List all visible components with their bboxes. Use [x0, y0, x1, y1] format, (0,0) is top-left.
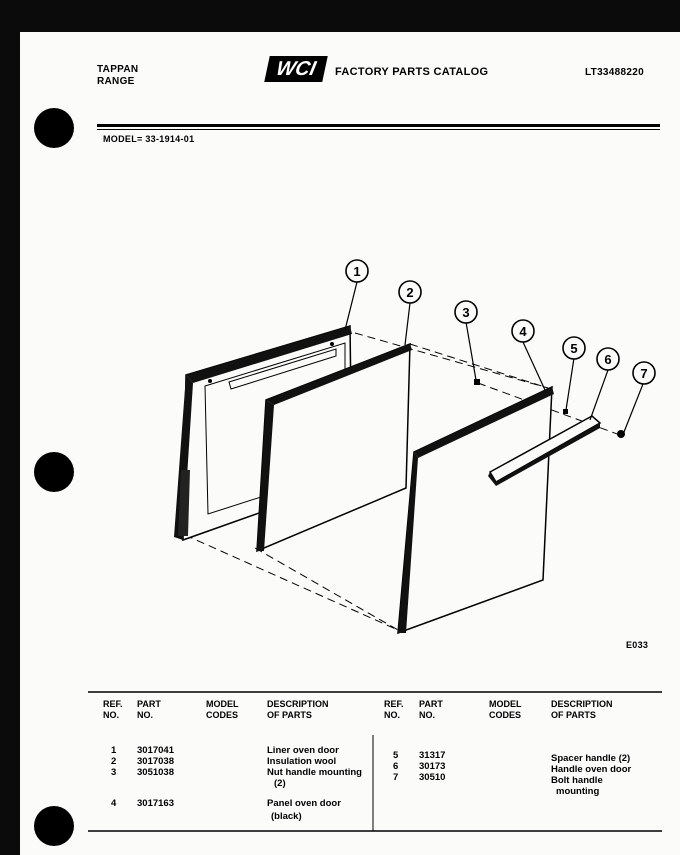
table-row-desc-cont: (black): [271, 811, 302, 822]
callout-6: [597, 348, 619, 370]
callout-1: [346, 260, 368, 282]
table-row-ref: 4: [111, 798, 117, 809]
header-of-parts: OF PARTS: [267, 710, 312, 720]
header-part: PART: [419, 699, 443, 709]
drawing-code: E033: [626, 640, 649, 650]
catalog-code: LT33488220: [585, 67, 644, 78]
table-row-part: 3051038: [137, 767, 174, 778]
table-row-desc: Panel oven door: [267, 798, 341, 809]
callout-3: [455, 301, 477, 323]
header-ref: REF.: [384, 699, 404, 709]
svg-text:7: 7: [640, 366, 648, 381]
header-codes: CODES: [489, 710, 522, 720]
table-row-ref: 2: [111, 756, 117, 767]
model-label: MODEL= 33-1914-01: [103, 134, 195, 144]
panel-oven-door-part: [398, 387, 554, 633]
col-ref-no-left: [103, 699, 123, 721]
table-row-desc: Bolt handle: [551, 775, 603, 786]
col-description-right: [551, 699, 613, 721]
table-row-desc-cont: mounting: [556, 786, 600, 797]
col-part-no-right: [419, 699, 443, 721]
callout-7: [633, 362, 655, 384]
table-row-part: 3017163: [137, 798, 174, 809]
table-row-part: 30173: [419, 761, 446, 772]
brand-line-2: RANGE: [97, 76, 135, 87]
table-row-desc-cont: (2): [274, 778, 286, 789]
table-row-ref: 6: [393, 761, 399, 772]
table-row-desc: Liner oven door: [267, 745, 339, 756]
callout-2: [399, 281, 421, 303]
catalog-title: FACTORY PARTS CATALOG: [335, 66, 489, 78]
svg-text:3: 3: [462, 305, 470, 320]
header-part-no: NO.: [419, 710, 436, 720]
table-row-ref: 7: [393, 772, 399, 783]
header-description: DESCRIPTION: [267, 699, 329, 709]
col-part-no-left: [137, 699, 161, 721]
brand-line-1: TAPPAN: [97, 64, 139, 75]
table-row-desc: Insulation wool: [267, 756, 337, 767]
table-row-part: 3017038: [137, 756, 174, 767]
callout-4: [512, 320, 534, 342]
table-row-desc: Nut handle mounting: [267, 767, 362, 778]
table-row-ref: 1: [111, 745, 117, 756]
col-model-codes-right: [489, 699, 522, 721]
svg-text:4: 4: [519, 324, 527, 339]
header-model: MODEL: [489, 699, 522, 709]
header-model: MODEL: [206, 699, 239, 709]
header-no: NO.: [103, 710, 120, 720]
nut-part: [474, 379, 480, 385]
col-description-left: [267, 699, 329, 721]
table-row-part: 3017041: [137, 745, 174, 756]
col-model-codes-left: [206, 699, 239, 721]
svg-text:6: 6: [604, 352, 612, 367]
table-row-part: 31317: [419, 750, 446, 761]
svg-text:5: 5: [570, 341, 578, 356]
svg-text:2: 2: [406, 285, 414, 300]
header-part: PART: [137, 699, 161, 709]
table-row-desc: Handle oven door: [551, 764, 632, 775]
svg-text:1: 1: [353, 264, 361, 279]
wci-logo: WCI: [264, 56, 328, 82]
header-no: NO.: [384, 710, 401, 720]
table-row-desc: Spacer handle (2): [551, 753, 631, 764]
table-row-part: 30510: [419, 772, 446, 783]
header-part-no: NO.: [137, 710, 154, 720]
table-row-ref: 3: [111, 767, 117, 778]
header-of-parts: OF PARTS: [551, 710, 596, 720]
header-ref: REF.: [103, 699, 123, 709]
col-ref-no-right: [384, 699, 404, 721]
header-codes: CODES: [206, 710, 239, 720]
header-description: DESCRIPTION: [551, 699, 613, 709]
callout-5: [563, 337, 585, 359]
table-row-ref: 5: [393, 750, 399, 761]
